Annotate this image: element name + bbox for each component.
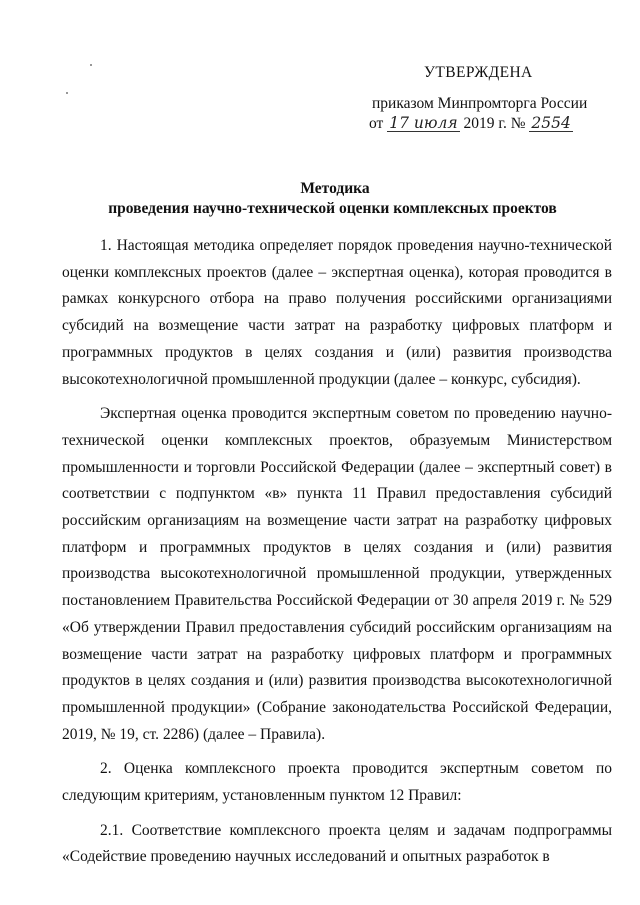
document-subtitle: проведения научно-технической оценки комплексных проектов	[108, 200, 557, 217]
paragraph: 1. Настоящая методика определяет порядок проведения научно-технической оценки комплексных проектов (далее – экспертная оценка), которая проводится в рамках конкурсного отбора на право получения российскими организациями субсидий на возмещение части затрат на разработку цифровых платформ и программных продуктов в целях создания и (или) развития производства высокотехнологичной промышленной продукции (далее – конкурс, субсидия).	[62, 237, 612, 388]
paragraph: 2.1. Соответствие комплексного проекта целям и задачам подпрограммы «Содействие проведению научных исследований и опытных разработок в	[62, 821, 612, 866]
document-title: Методика	[300, 180, 370, 197]
approval-order-line: приказом Минпромторга России	[372, 95, 588, 112]
year-text: 2019 г. №	[463, 115, 526, 132]
date-prefix: от	[369, 115, 384, 132]
approval-date-line	[360, 114, 610, 134]
document-heading	[0, 179, 640, 219]
paragraph: Экспертная оценка проводится экспертным советом по проведению научно-технической оценки комплексных проектов, образуемым Министерством промышленности и торговли Российской Федерации (далее – экспертный совет) в соответствии с подпунктом «в» пункта 11 Правил предоставления субсидий российским организациям на возмещение части затрат на разработку цифровых платформ и программных продуктов в целях создания и (или) развития производства высокотехнологичной промышленной продукции, утвержденных постановлением Правительства Российской Федерации от 30 апреля 2019 г. № 529 «Об утверждении Правил предоставления субсидий российским организациям на возмещение части затрат на разработку цифровых платформ и программных продуктов в целях создания и (или) развития производства высокотехнологичной промышленной продукции» (Собрание законодательства Российской Федерации, 2019, № 19, ст. 2286) (далее – Правила).	[62, 405, 612, 743]
handwritten-date: 17 июля	[389, 114, 458, 132]
approval-stamp-block	[360, 63, 610, 134]
approval-title: УТВЕРЖДЕНА	[424, 64, 533, 81]
scan-speck	[66, 92, 68, 94]
paragraph: 2. Оценка комплексного проекта проводится экспертным советом по следующим критериям, установленным пунктом 12 Правил:	[62, 760, 612, 805]
document-body	[62, 233, 612, 879]
scan-speck	[90, 64, 92, 66]
handwritten-number: 2554	[531, 114, 571, 132]
